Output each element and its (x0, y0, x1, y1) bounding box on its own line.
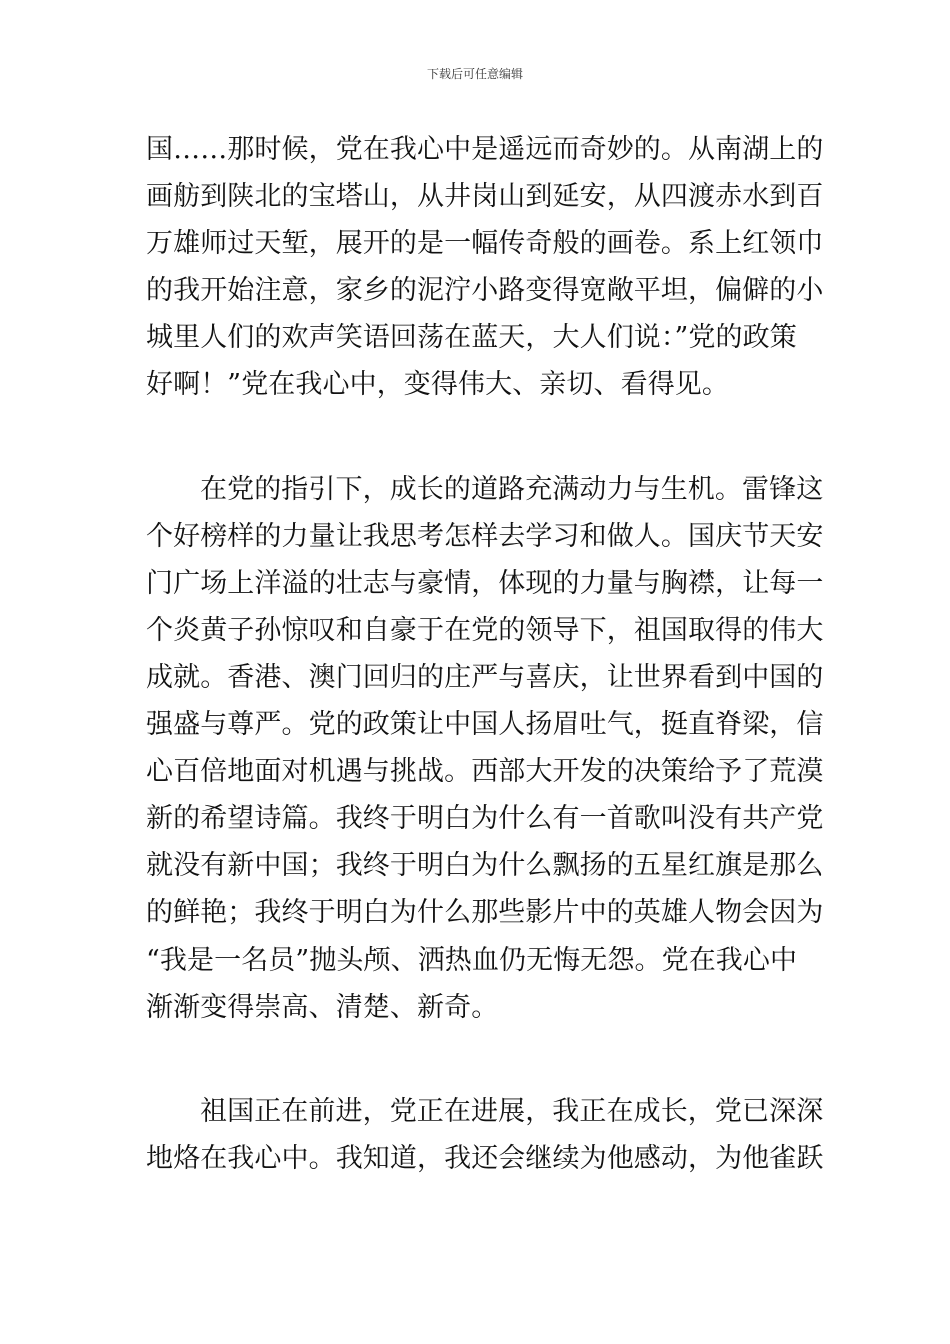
paragraph-2 (146, 466, 824, 1031)
text-line: 国……那时候，党在我心中是遥远而奇妙的。从南湖上的 (146, 134, 824, 165)
text-line: 渐渐变得崇高、清楚、新奇。 (146, 991, 499, 1023)
text-line: 在党的指引下，成长的道路充满动力与生机。雷锋这 (200, 473, 824, 505)
text-line: 个好榜样的力量让我思考怎样去学习和做人。国庆节天安 (146, 520, 824, 552)
paragraph-3 (146, 1088, 824, 1182)
text-line: “我是一名员”抛头颅、洒热血仍无悔无怨。党在我心中 (146, 944, 798, 976)
text-line: 地烙在我心中。我知道，我还会继续为他感动，为他雀跃 (146, 1142, 824, 1174)
text-line: 万雄师过天堑，展开的是一幅传奇般的画卷。系上红领巾 (146, 228, 824, 260)
text-line: 门广场上洋溢的壮志与豪情，体现的力量与胸襟，让每一 (146, 567, 824, 599)
paragraph-1 (146, 126, 824, 409)
text-line: 强盛与尊严。党的政策让中国人扬眉吐气，挺直脊梁，信 (146, 709, 824, 741)
text-line: 城里人们的欢声笑语回荡在蓝天，大人们说：”党的政策 (146, 322, 797, 354)
text-line: 祖国正在前进，党正在进展，我正在成长，党已深深 (200, 1095, 824, 1127)
document-body (146, 126, 824, 1182)
text-line: 画舫到陕北的宝塔山，从井岗山到延安，从四渡赤水到百 (146, 181, 824, 213)
paragraph-spacer (146, 409, 806, 466)
text-line: 心百倍地面对机遇与挑战。西部大开发的决策给予了荒漠 (146, 756, 824, 788)
text-line: 好啊！”党在我心中，变得伟大、亲切、看得见。 (146, 369, 730, 401)
text-line: 成就。香港、澳门回归的庄严与喜庆，让世界看到中国的 (146, 661, 824, 693)
text-line: 新的希望诗篇。我终于明白为什么有一首歌叫没有共产党 (146, 803, 824, 835)
paragraph-spacer (146, 1031, 806, 1088)
text-line: 就没有新中国；我终于明白为什么飘扬的五星红旗是那么 (146, 850, 824, 882)
text-line: 的我开始注意，家乡的泥泞小路变得宽敞平坦，偏僻的小 (146, 275, 824, 307)
text-line: 个炎黄子孙惊叹和自豪于在党的领导下，祖国取得的伟大 (146, 614, 824, 646)
text-line: 的鲜艳；我终于明白为什么那些影片中的英雄人物会因为 (146, 897, 824, 929)
page-header: 下载后可任意编辑 (426, 67, 523, 81)
